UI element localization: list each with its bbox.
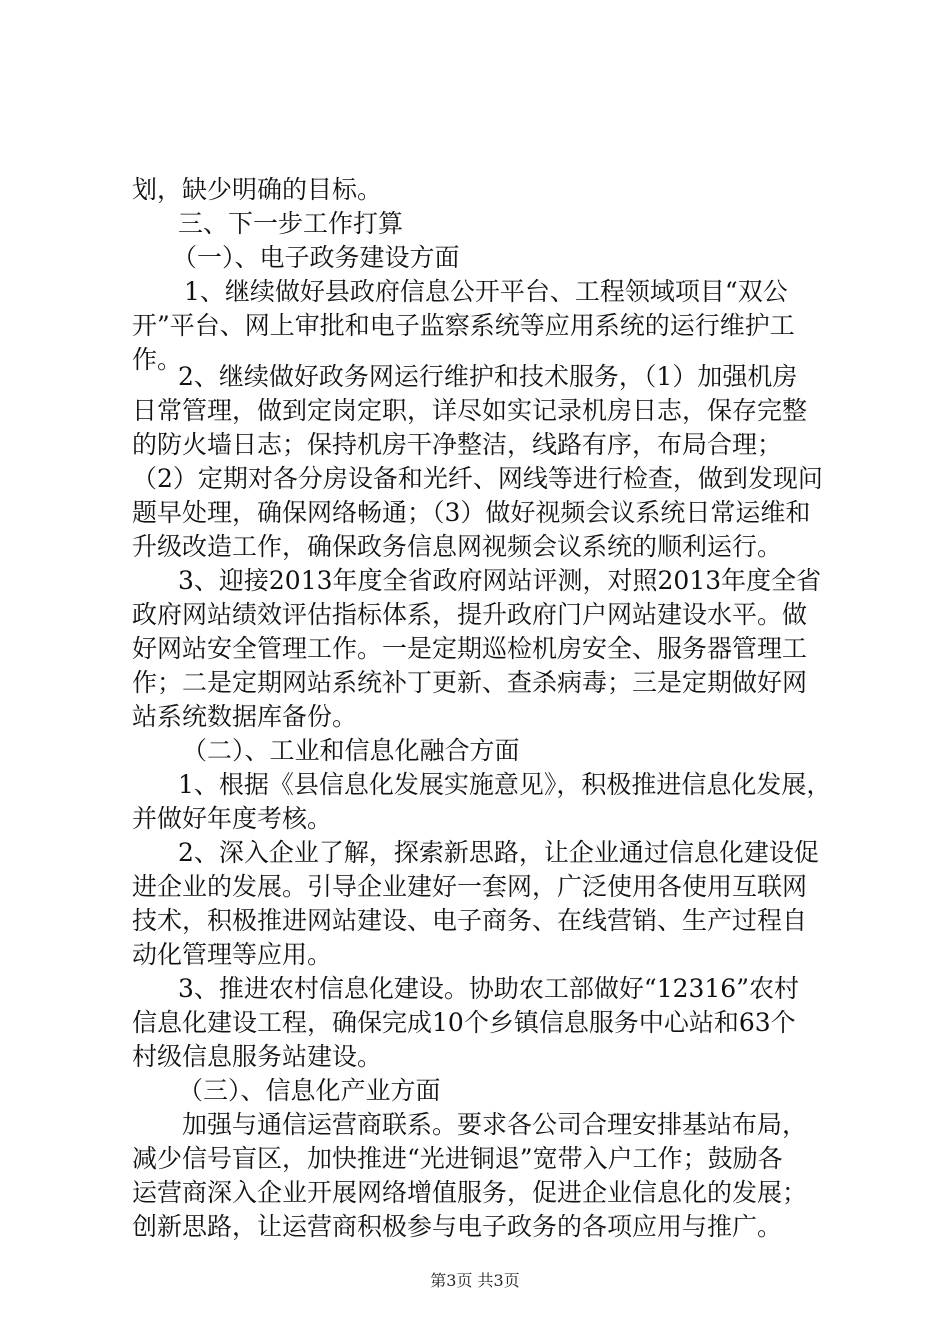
text-line-20: 并做好年度考核。 xyxy=(132,804,333,833)
text-line-22: 进企业的发展。引导企业建好一套网，广泛使用各使用互联网 xyxy=(132,872,808,901)
text-line-07: 2、继续做好政务网运行维护和技术服务，（1）加强机房 xyxy=(178,362,798,391)
text-line-14: 政府网站绩效评估指标体系，提升政府门户网站建设水平。做 xyxy=(132,600,808,629)
text-line-24: 动化管理等应用。 xyxy=(132,940,333,969)
text-line-29: 加强与通信运营商联系。要求各公司合理安排基站布局， xyxy=(182,1110,808,1139)
text-line-21: 2、深入企业了解，探索新思路，让企业通过信息化建设促 xyxy=(178,838,819,867)
text-line-27: 村级信息服务站建设。 xyxy=(132,1042,383,1071)
page-number-footer: 第3页 共3页 xyxy=(430,1271,520,1290)
text-line-31: 运营商深入企业开展网络增值服务，促进企业信息化的发展； xyxy=(132,1178,808,1207)
text-line-09: 的防火墙日志；保持机房干净整洁，线路有序，布局合理； xyxy=(132,430,783,459)
text-line-17: 站系统数据库备份。 xyxy=(132,702,358,731)
text-line-23: 技术，积极推进网站建设、电子商务、在线营销、生产过程自 xyxy=(132,906,808,935)
text-line-26: 信息化建设工程，确保完成10个乡镇信息服务中心站和63个 xyxy=(132,1008,796,1037)
subsection-heading-3: （三）、信息化产业方面 xyxy=(178,1076,441,1105)
text-line-25: 3、推进农村信息化建设。协助农工部做好“12316”农村 xyxy=(178,974,799,1003)
text-line-16: 作；二是定期网站系统补丁更新、查杀病毒；三是定期做好网 xyxy=(132,668,808,697)
text-line-11: 题早处理，确保网络畅通；（3）做好视频会议系统日常运维和 xyxy=(132,498,811,527)
text-line-19: 1、根据《县信息化发展实施意见》，积极推进信息化发展， xyxy=(178,770,832,799)
text-line-32: 创新思路，让运营商积极参与电子政务的各项应用与推广。 xyxy=(132,1212,783,1241)
text-line-05: 开”平台、网上审批和电子监察系统等应用系统的运行维护工 xyxy=(132,311,795,340)
text-line-08: 日常管理，做到定岗定职，详尽如实记录机房日志，保存完整 xyxy=(132,396,808,425)
subsection-heading-2: （二）、工业和信息化融合方面 xyxy=(182,736,520,765)
text-line-13: 3、迎接2013年度全省政府网站评测，对照2013年度全省 xyxy=(178,566,822,595)
subsection-heading-1: （一）、电子政务建设方面 xyxy=(172,243,460,272)
text-line-30: 减少信号盲区，加快推进“光进铜退”宽带入户工作；鼓励各 xyxy=(132,1144,783,1173)
text-line-01: 划，缺少明确的目标。 xyxy=(132,175,383,204)
text-line-04: 1、继续做好县政府信息公开平台、工程领域项目“双公 xyxy=(184,277,788,306)
section-heading-3: 三、下一步工作打算 xyxy=(178,209,404,238)
text-line-15: 好网站安全管理工作。一是定期巡检机房安全、服务器管理工 xyxy=(132,634,808,663)
text-line-06: 作。 xyxy=(132,345,183,374)
text-line-10: （2）定期对各分房设备和光纤、网线等进行检查，做到发现问 xyxy=(132,464,823,493)
text-line-12: 升级改造工作，确保政务信息网视频会议系统的顺利运行。 xyxy=(132,532,783,561)
